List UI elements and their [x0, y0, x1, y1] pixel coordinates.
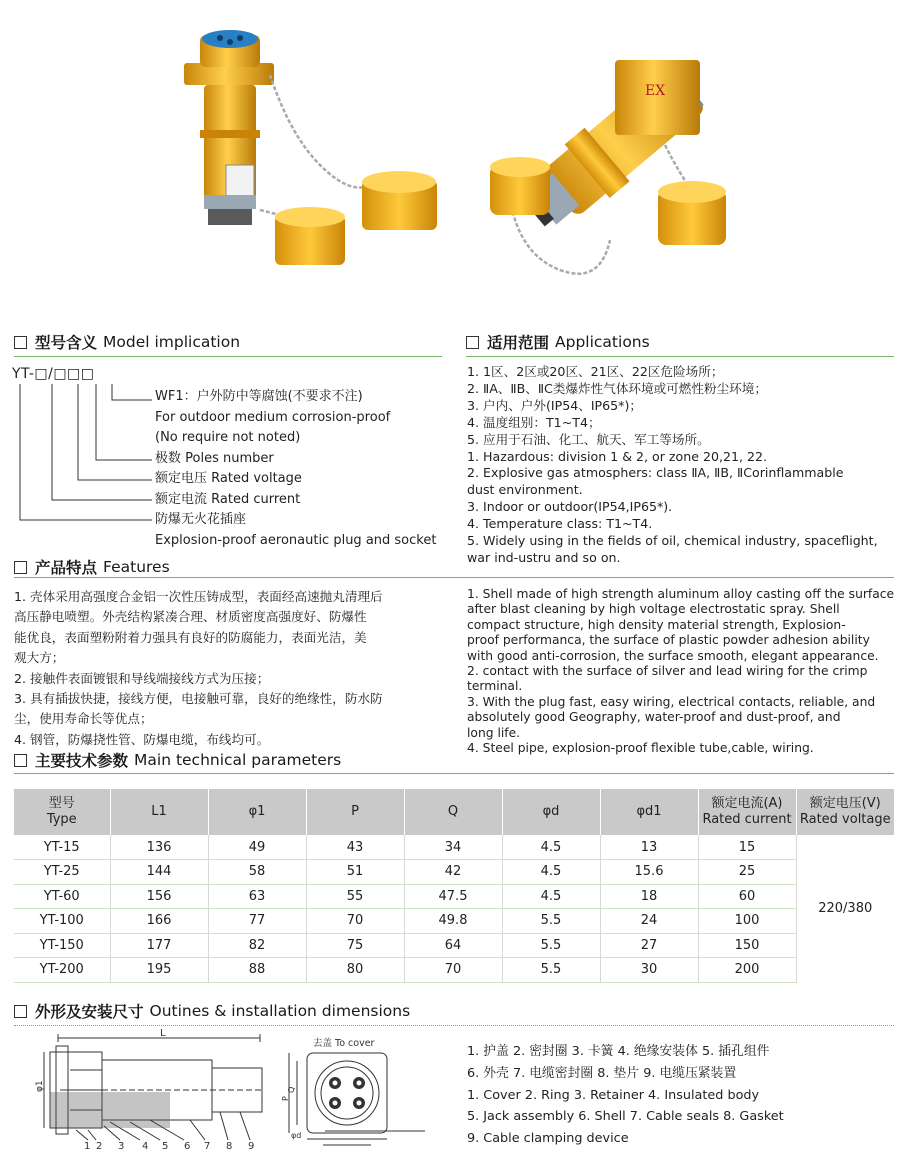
app-line: war ind-ustru and so on.	[467, 549, 621, 565]
legend-line: 1. Cover 2. Ring 3. Retainer 4. Insulated body	[467, 1087, 760, 1103]
feature-en-line: 3. With the plug fast, easy wiring, electrical contacts, reliable, and	[467, 694, 876, 709]
app-line: 3. 户内、户外(IP54、IP65*)；	[467, 397, 642, 413]
square-bullet-icon	[14, 561, 27, 574]
model-labels	[155, 387, 436, 551]
app-line: 3. Indoor or outdoor(IP54,IP65*).	[467, 499, 673, 515]
feature-cn-line: 能优良，表面塑粉附着力强具有良好的防腐能力，表面光洁，美	[14, 629, 367, 645]
feature-en-line: absolutely good Geography, water-proof and dust-proof, and	[467, 710, 841, 725]
dim-phid-label: φd	[291, 1131, 302, 1140]
table-row: YT-60 156 63 55 47.5 4.5 18 60	[14, 884, 894, 909]
model-label-wf1-en: For outdoor medium corrosion-proof	[155, 409, 391, 425]
params-title-cn: 主要技术参数	[35, 752, 129, 770]
square-bullet-icon	[466, 336, 479, 349]
applications-title-en: Applications	[555, 333, 650, 351]
table-row: YT-100 166 77 70 49.8 5.5 24 100	[14, 909, 894, 934]
outline-title-cn: 外形及安装尺寸	[35, 1003, 144, 1021]
ex-label: EX	[645, 83, 666, 99]
model-label-current: 额定电流 Rated current	[155, 491, 301, 507]
features-cn-list	[14, 587, 383, 750]
feature-cn-line: 4. 钢管，防爆挠性管、防爆电缆，布线均可。	[14, 731, 270, 747]
app-line: 5. 应用于石油、化工、航天、军工等场所。	[467, 431, 710, 447]
col-type: 型号 Type	[14, 789, 110, 835]
app-line: 4. 温度组别：T1~T4；	[467, 414, 601, 430]
square-bullet-icon	[14, 754, 27, 767]
to-cover-label: 去盖 To cover	[313, 1038, 375, 1049]
legend-line: 9. Cable clamping device	[467, 1131, 629, 1147]
feature-en-line: compact structure, high density material strength, Explosion-	[467, 617, 846, 632]
part-num: 4	[142, 1141, 149, 1152]
app-line: 4. Temperature class: T1~T4.	[467, 516, 653, 532]
outline-heading	[14, 1000, 410, 1022]
feature-en-line: long life.	[467, 725, 521, 740]
feature-cn-line: 高压静电喷塑。外壳结构紧凑合理、材质密度高强度好、防爆性	[14, 609, 367, 625]
app-line: 2. Explosive gas atmosphers: class ⅡA, ⅡB, ⅡCorinflammable	[467, 465, 844, 481]
model-section-heading	[14, 331, 240, 353]
col-phid1: φd1	[600, 789, 698, 835]
table-row: YT-25 144 58 51 42 4.5 15.6 25	[14, 860, 894, 885]
part-num: 6	[184, 1141, 191, 1152]
table-row: YT-150 177 82 75 64 5.5 27 150	[14, 933, 894, 958]
square-bullet-icon	[14, 336, 27, 349]
col-rated-voltage: 额定电压(V) Rated voltage	[796, 789, 894, 835]
model-code: YT-□/□□□	[12, 366, 95, 382]
col-p: P	[306, 789, 404, 835]
part-num: 8	[226, 1141, 233, 1152]
product-photo-plug	[480, 25, 740, 285]
model-label-type-en: Explosion-proof aeronautic plug and socket	[155, 532, 437, 548]
feature-en-line: 4. Steel pipe, explosion-proof flexible tube,cable, wiring.	[467, 741, 814, 756]
col-phi1: φ1	[208, 789, 306, 835]
params-table	[14, 789, 894, 983]
part-num: 2	[96, 1141, 103, 1152]
dim-p-label: P	[281, 1096, 290, 1101]
applications-heading	[466, 331, 650, 353]
legend-line: 5. Jack assembly 6. Shell 7. Cable seals 8. Gasket	[467, 1109, 784, 1125]
outline-title-en: Outines & installation dimensions	[149, 1002, 411, 1020]
model-rule	[14, 356, 442, 357]
part-num: 1	[84, 1141, 91, 1152]
feature-en-line: 1. Shell made of high strength aluminum alloy casting off the surface	[467, 587, 895, 601]
model-label-voltage: 额定电压 Rated voltage	[155, 471, 302, 486]
dim-l-label: L	[160, 1028, 166, 1039]
feature-cn-line: 3. 具有插拔快捷，接线方便，电接触可靠，良好的绝缘性，防水防	[14, 691, 383, 707]
col-l1: L1	[110, 789, 208, 835]
applications-title-cn: 适用范围	[487, 334, 550, 352]
app-line: 2. ⅡA、ⅡB、ⅡC类爆炸性气体环境或可燃性粉尘环境；	[467, 380, 767, 396]
features-en-list	[467, 587, 894, 756]
applications-rule	[466, 356, 894, 357]
feature-en-line: after blast cleaning by high voltage electrostatic spray. Shell	[467, 602, 840, 617]
model-label-wf1: WF1：户外防中等腐蚀(不要求不注)	[155, 389, 363, 404]
col-q: Q	[404, 789, 502, 835]
part-num: 7	[204, 1141, 211, 1152]
params-rule	[14, 773, 894, 774]
model-label-wf1-note: (No require not noted)	[155, 430, 301, 445]
app-line: 1. 1区、2区或20区、21区、22区危险场所；	[467, 364, 724, 379]
features-title-cn: 产品特点	[35, 559, 98, 577]
voltage-cell: 220/380	[818, 901, 873, 916]
legend-line: 1. 护盖 2. 密封圈 3. 卡簧 4. 绝缘安装体 5. 插孔组件	[467, 1044, 770, 1059]
feature-en-line: proof performanca, the surface of plastic powder adhesion ability	[467, 633, 870, 648]
app-line: 1. Hazardous: division 1 & 2, or zone 20,21, 22.	[467, 448, 768, 464]
model-label-poles: 极数 Poles number	[155, 450, 274, 466]
dim-phi1-label: φ1	[35, 1080, 45, 1092]
outline-side-drawing	[35, 1028, 270, 1152]
model-title-cn: 型号含义	[35, 334, 98, 352]
outline-front-drawing	[281, 1035, 435, 1150]
feature-cn-line: 1. 壳体采用高强度合金铝一次性压铸成型，表面经高速抛丸清理后	[14, 589, 383, 604]
features-heading	[14, 556, 170, 578]
model-title-en: Model implication	[103, 333, 241, 351]
feature-cn-line: 观大方；	[14, 650, 65, 666]
features-title-en: Features	[103, 558, 170, 576]
product-photo-socket	[170, 25, 445, 285]
part-num: 5	[162, 1141, 169, 1152]
params-header-row	[14, 789, 894, 835]
part-num: 3	[118, 1141, 125, 1152]
applications-list	[467, 364, 878, 567]
model-tree-lines	[14, 380, 159, 525]
params-heading	[14, 749, 341, 771]
feature-en-line: 2. contact with the surface of silver and lead wiring for the crimp	[467, 664, 868, 679]
feature-en-line: terminal.	[467, 679, 523, 694]
feature-en-line: with good anti-corrosion, the surface smooth, elegant appearance.	[467, 648, 879, 663]
app-line: 5. Widely using in the fields of oil, chemical industry, spaceflight,	[467, 533, 878, 549]
table-row: YT-200 195 88 80 70 5.5 30 200	[14, 958, 894, 983]
col-phid: φd	[502, 789, 600, 835]
table-row: YT-15 136 49 43 34 4.5 13 15 220/380	[14, 835, 894, 860]
feature-cn-line: 尘，使用寿命长等优点；	[14, 711, 153, 727]
params-title-en: Main technical parameters	[134, 751, 342, 769]
square-bullet-icon	[14, 1005, 27, 1018]
legend-line: 6. 外壳 7. 电缆密封圈 8. 垫片 9. 电缆压紧装置	[467, 1065, 737, 1081]
part-num: 9	[248, 1141, 255, 1152]
dim-q-label: Q	[287, 1086, 296, 1093]
features-rule	[14, 577, 894, 578]
app-line: dust environment.	[467, 482, 583, 498]
feature-cn-line: 2. 接触件表面镀银和导线端接线方式为压接；	[14, 670, 270, 686]
model-label-type-cn: 防爆无火花插座	[155, 512, 247, 527]
col-rated-current: 额定电流(A) Rated current	[698, 789, 796, 835]
outline-rule	[14, 1025, 894, 1026]
outline-legend	[467, 1041, 784, 1150]
